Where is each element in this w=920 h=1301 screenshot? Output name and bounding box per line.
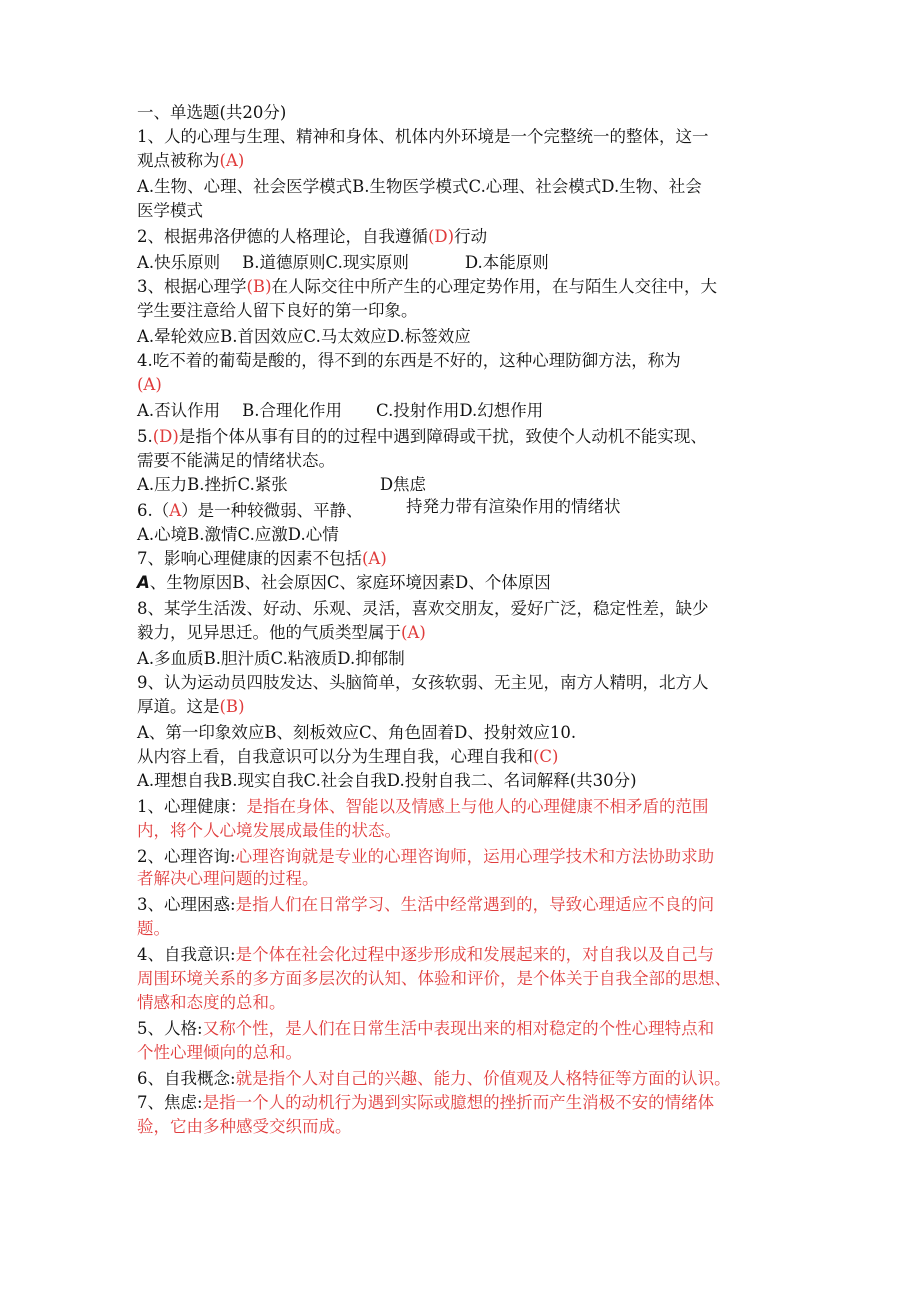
q5-line1 bbox=[137, 426, 797, 448]
q4-answer: (A) bbox=[137, 375, 162, 394]
q7-answer: (A) bbox=[362, 549, 387, 568]
term-7-line2: 验，它由多种感受交织而成。 bbox=[137, 1117, 352, 1136]
q7-line bbox=[137, 548, 797, 570]
q4-line1: 4.吃不着的葡萄是酸的，得不到的东西是不好的，这种心理防御方法，称为 bbox=[137, 351, 681, 370]
q4-option-b: B.合理化作用 bbox=[242, 401, 343, 420]
q9-line1: 9、认为运动员四肢发达、头脑简单，女孩软弱、无主见，南方人精明，北方人 bbox=[137, 673, 709, 692]
q5-options bbox=[137, 474, 797, 496]
q4-option-cd: C.投射作用D.幻想作用 bbox=[376, 401, 544, 420]
q9-options: A、第一印象效应B、刻板效应C、角色固着D、投射效应10. bbox=[137, 723, 577, 742]
q9-stem: 厚道。这是 bbox=[137, 697, 220, 716]
section-title: 一、单选题(共20分) bbox=[137, 103, 287, 122]
q6-answer: A bbox=[169, 501, 182, 520]
q10-stem: 从内容上看，自我意识可以分为生理自我，心理自我和 bbox=[137, 747, 533, 766]
q3-line2: 学生要注意给人留下良好的第一印象。 bbox=[137, 301, 418, 320]
term-3-label: 3、心理困惑: bbox=[137, 895, 236, 914]
term-4-label: 4、自我意识: bbox=[137, 945, 236, 964]
q7-stem: 7、影响心理健康的因素不包括 bbox=[137, 549, 362, 568]
term-7-definition: 是指一个人的动机行为遇到实际或臆想的挫折而产生消极不安的情绪体 bbox=[202, 1093, 715, 1112]
q3-options: A.晕轮效应B.首因效应C.马太效应D.标签效应 bbox=[137, 327, 471, 346]
q4-options bbox=[137, 400, 797, 422]
term-3-line2: 题。 bbox=[137, 919, 170, 938]
term-3-line1 bbox=[137, 894, 797, 916]
q2-option-bc: B.道德原则C.现实原则 bbox=[242, 253, 409, 272]
q6-options: A.心境B.激情C.应激D.心情 bbox=[137, 525, 339, 544]
term-4-definition: 是个体在社会化过程中逐步形成和发展起来的，对自我以及自己与 bbox=[235, 945, 715, 964]
q8-line2 bbox=[137, 622, 797, 644]
term-4-line2: 周围环境关系的多方面多层次的认知、体验和评价，是个体关于自我全部的思想、 bbox=[137, 969, 731, 988]
q6-stem-mid: ）是一种较微弱、平静、 bbox=[181, 501, 363, 520]
q9-answer: (B) bbox=[219, 697, 245, 716]
term-6-label: 6、自我概念: bbox=[137, 1069, 236, 1088]
q5-line2: 需要不能满足的情绪状态。 bbox=[137, 451, 335, 470]
q6-stem-tail: 持発力带有渲染作用的情绪状 bbox=[406, 497, 621, 516]
q3-stem-end: 在人际交往中所产生的心理定势作用，在与陌生人交往中，大 bbox=[271, 277, 717, 296]
q5-answer: (D) bbox=[152, 427, 179, 446]
term-4-line1 bbox=[137, 944, 797, 966]
q1-options-line2: 医学模式 bbox=[137, 201, 203, 220]
term-7-label: 7、焦虑: bbox=[137, 1093, 203, 1112]
q3-line1 bbox=[137, 276, 797, 298]
q10-line bbox=[137, 746, 797, 768]
term-5-label: 5、人格: bbox=[137, 1019, 203, 1038]
q2-answer: (D) bbox=[428, 227, 455, 246]
term-3-definition: 是指人们在日常学习、生活中经常遇到的，导致心理适应不良的问 bbox=[235, 895, 715, 914]
q10-options: A.理想自我B.现实自我C.社会自我D.投射自我二、名词解释(共30分) bbox=[137, 771, 637, 790]
q2-line bbox=[137, 226, 797, 248]
q5-option-d: D焦虑 bbox=[379, 475, 427, 494]
term-2-label: 2、心理咨询: bbox=[137, 847, 236, 866]
q7-option-a-letter: A bbox=[137, 573, 150, 592]
q6-stem: 6.（ bbox=[137, 501, 170, 520]
term-4-line3: 情感和态度的总和。 bbox=[137, 993, 286, 1012]
q2-stem: 2、根据弗洛伊德的人格理论，自我遵循 bbox=[137, 227, 428, 246]
term-5-definition: 又称个性，是人们在日常生活中表现出来的相对稳定的个性心理特点和 bbox=[202, 1019, 715, 1038]
q5-option-abc: A.压力B.挫折C.紧张 bbox=[137, 475, 288, 494]
q2-option-a: A.快乐原则 bbox=[137, 253, 221, 272]
term-6-line1 bbox=[137, 1068, 797, 1090]
term-1-line2: 内，将个人心境发展成最佳的状态。 bbox=[137, 821, 401, 840]
q2-stem-end: 行动 bbox=[454, 227, 488, 246]
q8-answer: (A) bbox=[401, 623, 426, 642]
term-7-line1 bbox=[137, 1092, 797, 1114]
q1-line1: 1、人的心理与生理、精神和身体、机体内外环境是一个完整统一的整体，这一 bbox=[137, 127, 709, 146]
q2-option-d: D.本能原则 bbox=[464, 253, 549, 272]
term-1-definition: 是指在身体、智能以及情感上与他人的心理健康不相矛盾的范围 bbox=[246, 797, 709, 816]
q2-options bbox=[137, 252, 797, 274]
term-2-line2: 者解决心理问题的过程。 bbox=[137, 869, 319, 888]
term-5-line1 bbox=[137, 1018, 797, 1040]
q8-line1: 8、某学生活泼、好动、乐观、灵活，喜欢交朋友，爱好广泛，稳定性差，缺少 bbox=[137, 599, 709, 618]
q9-line2 bbox=[137, 696, 797, 718]
q10-answer: (C) bbox=[533, 747, 559, 766]
q8-options: A.多血质B.胆汁质C.粘液质D.抑郁制 bbox=[137, 649, 405, 668]
q4-option-a: A.否认作用 bbox=[137, 401, 221, 420]
term-1-line1 bbox=[137, 796, 797, 818]
term-1-label: 1、心理健康： bbox=[137, 797, 247, 816]
q3-stem: 3、根据心理学 bbox=[137, 277, 247, 296]
term-6-definition: 就是指个人对自己的兴趣、能力、价值观及人格特征等方面的认识。 bbox=[235, 1069, 731, 1088]
q5-stem-end: 是指个体从事有目的的过程中遇到障碍或干扰，致使个人动机不能实现、 bbox=[178, 427, 707, 446]
term-5-line2: 个性心理倾向的总和。 bbox=[137, 1043, 302, 1062]
q7-options-text: 、生物原因B、社会原因C、家庭环境因素D、个体原因 bbox=[149, 573, 551, 592]
q1-line2 bbox=[137, 150, 797, 172]
q1-stem: 观点被称为 bbox=[137, 151, 220, 170]
q8-stem: 毅力，见异思迁。他的气质类型属于 bbox=[137, 623, 401, 642]
term-2-definition: 心理咨询就是专业的心理咨询师，运用心理学技术和方法协助求助 bbox=[235, 847, 715, 866]
q1-options-line1: A.生物、心理、社会医学模式B.生物医学模式C.心理、社会模式D.生物、社会 bbox=[137, 177, 702, 196]
term-2-line1 bbox=[137, 846, 797, 868]
q7-options bbox=[137, 572, 797, 594]
q3-answer: (B) bbox=[246, 277, 272, 296]
q5-stem: 5. bbox=[137, 427, 153, 446]
q1-answer: (A) bbox=[219, 151, 245, 170]
